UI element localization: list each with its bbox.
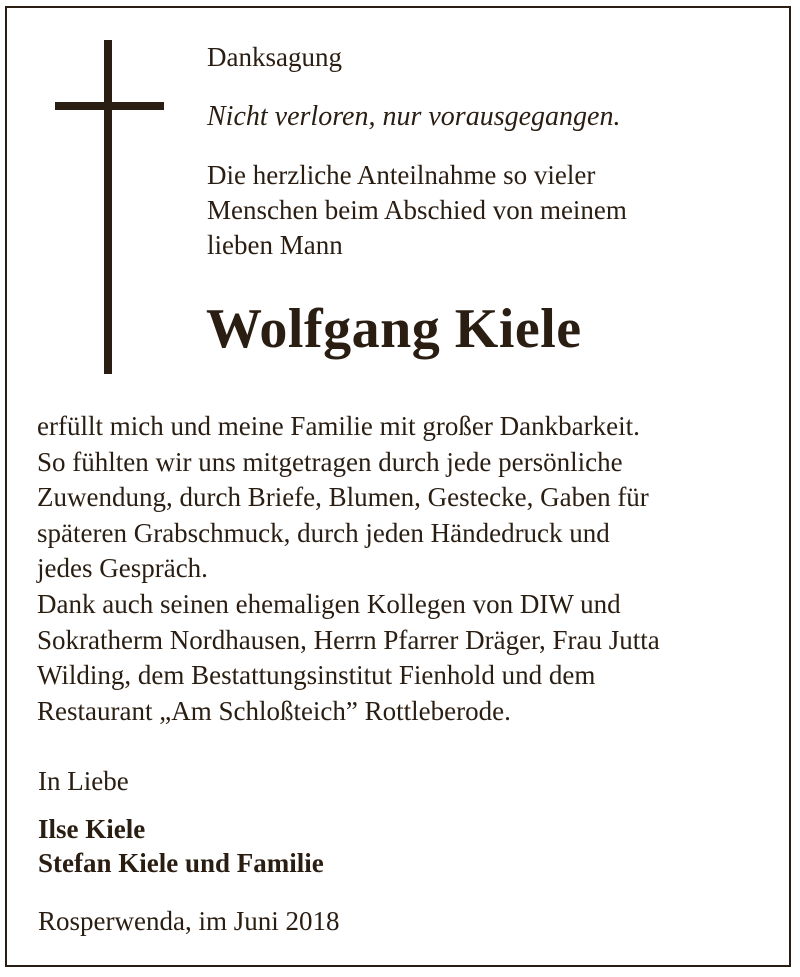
body-line: Zuwendung, durch Briefe, Blumen, Gestecke, Gaben für [37, 482, 649, 513]
body-line: Sokratherm Nordhausen, Herrn Pfarrer Dräger, Frau Jutta [37, 624, 660, 655]
intro-line: lieben Mann [207, 230, 343, 260]
body-line: jedes Gespräch. [37, 553, 208, 584]
intro-line: Die herzliche Anteilnahme so vieler [207, 160, 596, 190]
body-line: Restaurant „Am Schloßteich” Rottleberode. [37, 695, 511, 726]
body-line: Dank auch seinen ehemaligen Kollegen von DIW und [37, 588, 621, 619]
thanks-paragraph [37, 409, 660, 729]
body-line: erfüllt mich und meine Familie mit großer Dankbarkeit. [37, 411, 640, 441]
cross-icon-horizontal-bar [55, 102, 164, 110]
notice-motto: Nicht verloren, nur vorausgegangen. [207, 101, 621, 132]
intro-paragraph [207, 158, 627, 263]
intro-line: Menschen beim Abschied von meinem [207, 195, 627, 225]
cross-icon-vertical-bar [104, 40, 112, 374]
place-and-date: Rosperwenda, im Juni 2018 [38, 906, 340, 936]
signer-name: Stefan Kiele und Familie [38, 848, 324, 878]
closing-phrase: In Liebe [38, 766, 129, 796]
notice-heading: Danksagung [207, 42, 342, 72]
deceased-name: Wolfgang Kiele [206, 298, 582, 360]
body-line: späteren Grabschmuck, durch jeden Händedruck und [37, 517, 610, 548]
body-line: So fühlten wir uns mitgetragen durch jede persönliche [37, 446, 623, 477]
signer-name: Ilse Kiele [38, 814, 146, 844]
body-line: Wilding, dem Bestattungsinstitut Fienhold und dem [37, 660, 596, 691]
